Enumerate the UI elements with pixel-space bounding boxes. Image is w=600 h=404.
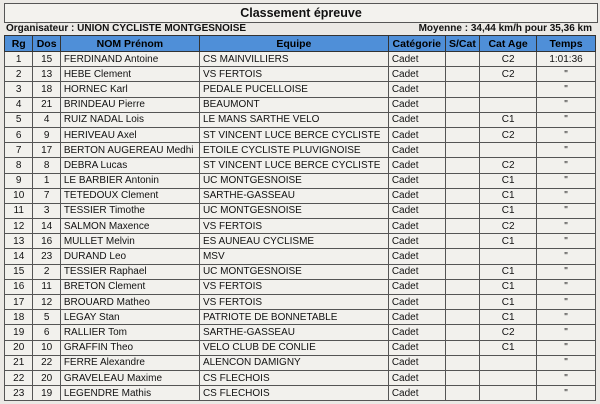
header-equipe: Equipe bbox=[199, 36, 388, 52]
cell-nom: BERTON AUGEREAU Medhi bbox=[60, 143, 199, 158]
cell-cat-age: C1 bbox=[480, 173, 537, 188]
cell-categorie: Cadet bbox=[388, 188, 445, 203]
cell-dos: 13 bbox=[33, 67, 60, 82]
cell-cat-age: C2 bbox=[480, 127, 537, 142]
cell-scat bbox=[445, 264, 480, 279]
cell-scat bbox=[445, 295, 480, 310]
cell-temps: " bbox=[537, 97, 596, 112]
cell-scat bbox=[445, 355, 480, 370]
cell-categorie: Cadet bbox=[388, 127, 445, 142]
cell-dos: 2 bbox=[33, 264, 60, 279]
table-row bbox=[5, 82, 596, 97]
cell-nom: HERIVEAU Axel bbox=[60, 127, 199, 142]
cell-dos: 11 bbox=[33, 279, 60, 294]
cell-categorie: Cadet bbox=[388, 67, 445, 82]
cell-dos: 23 bbox=[33, 249, 60, 264]
cell-scat bbox=[445, 370, 480, 385]
cell-categorie: Cadet bbox=[388, 234, 445, 249]
cell-nom: FERDINAND Antoine bbox=[60, 52, 199, 67]
table-row bbox=[5, 112, 596, 127]
header-temps: Temps bbox=[537, 36, 596, 52]
cell-cat-age: C1 bbox=[480, 234, 537, 249]
cell-scat bbox=[445, 52, 480, 67]
cell-dos: 1 bbox=[33, 173, 60, 188]
cell-categorie: Cadet bbox=[388, 173, 445, 188]
table-row bbox=[5, 97, 596, 112]
cell-rg: 1 bbox=[5, 52, 33, 67]
cell-scat bbox=[445, 325, 480, 340]
table-row bbox=[5, 67, 596, 82]
cell-categorie: Cadet bbox=[388, 295, 445, 310]
cell-scat bbox=[445, 158, 480, 173]
cell-cat-age bbox=[480, 386, 537, 401]
cell-scat bbox=[445, 234, 480, 249]
table-row bbox=[5, 295, 596, 310]
cell-nom: GRAVELEAU Maxime bbox=[60, 370, 199, 385]
cell-cat-age: C2 bbox=[480, 219, 537, 234]
table-row bbox=[5, 355, 596, 370]
cell-equipe: ST VINCENT LUCE BERCE CYCLISTE bbox=[199, 127, 388, 142]
cell-equipe: SARTHE-GASSEAU bbox=[199, 325, 388, 340]
cell-categorie: Cadet bbox=[388, 249, 445, 264]
header-rg: Rg bbox=[5, 36, 33, 52]
cell-rg: 3 bbox=[5, 82, 33, 97]
cell-temps: " bbox=[537, 249, 596, 264]
cell-dos: 19 bbox=[33, 386, 60, 401]
table-row bbox=[5, 370, 596, 385]
cell-dos: 15 bbox=[33, 52, 60, 67]
cell-nom: HORNEC Karl bbox=[60, 82, 199, 97]
cell-categorie: Cadet bbox=[388, 386, 445, 401]
cell-dos: 16 bbox=[33, 234, 60, 249]
cell-rg: 13 bbox=[5, 234, 33, 249]
cell-equipe: ES AUNEAU CYCLISME bbox=[199, 234, 388, 249]
cell-scat bbox=[445, 188, 480, 203]
header-nom: NOM Prénom bbox=[60, 36, 199, 52]
cell-cat-age: C2 bbox=[480, 158, 537, 173]
cell-rg: 12 bbox=[5, 219, 33, 234]
cell-equipe: ETOILE CYCLISTE PLUVIGNOISE bbox=[199, 143, 388, 158]
cell-dos: 9 bbox=[33, 127, 60, 142]
cell-cat-age bbox=[480, 82, 537, 97]
cell-dos: 7 bbox=[33, 188, 60, 203]
cell-nom: BRETON Clement bbox=[60, 279, 199, 294]
cell-temps: " bbox=[537, 188, 596, 203]
cell-cat-age: C1 bbox=[480, 279, 537, 294]
cell-cat-age bbox=[480, 355, 537, 370]
cell-scat bbox=[445, 127, 480, 142]
cell-nom: RALLIER Tom bbox=[60, 325, 199, 340]
table-row bbox=[5, 219, 596, 234]
cell-scat bbox=[445, 279, 480, 294]
cell-cat-age: C2 bbox=[480, 67, 537, 82]
cell-categorie: Cadet bbox=[388, 143, 445, 158]
cell-temps: " bbox=[537, 340, 596, 355]
cell-equipe: BEAUMONT bbox=[199, 97, 388, 112]
cell-nom: HEBE Clement bbox=[60, 67, 199, 82]
cell-scat bbox=[445, 310, 480, 325]
cell-rg: 19 bbox=[5, 325, 33, 340]
cell-equipe: PATRIOTE DE BONNETABLE bbox=[199, 310, 388, 325]
table-row bbox=[5, 386, 596, 401]
cell-temps: " bbox=[537, 279, 596, 294]
cell-rg: 16 bbox=[5, 279, 33, 294]
cell-categorie: Cadet bbox=[388, 279, 445, 294]
cell-nom: FERRE Alexandre bbox=[60, 355, 199, 370]
cell-temps: " bbox=[537, 219, 596, 234]
cell-equipe: CS FLECHOIS bbox=[199, 370, 388, 385]
header-dos: Dos bbox=[33, 36, 60, 52]
cell-equipe: CS FLECHOIS bbox=[199, 386, 388, 401]
cell-rg: 5 bbox=[5, 112, 33, 127]
cell-nom: DEBRA Lucas bbox=[60, 158, 199, 173]
cell-nom: GRAFFIN Theo bbox=[60, 340, 199, 355]
cell-categorie: Cadet bbox=[388, 310, 445, 325]
header-categorie: Catégorie bbox=[388, 36, 445, 52]
cell-temps: " bbox=[537, 370, 596, 385]
cell-equipe: LE MANS SARTHE VELO bbox=[199, 112, 388, 127]
cell-rg: 6 bbox=[5, 127, 33, 142]
cell-dos: 20 bbox=[33, 370, 60, 385]
cell-nom: RUIZ NADAL Lois bbox=[60, 112, 199, 127]
cell-categorie: Cadet bbox=[388, 52, 445, 67]
cell-temps: " bbox=[537, 264, 596, 279]
cell-nom: BROUARD Matheo bbox=[60, 295, 199, 310]
cell-equipe: VELO CLUB DE CONLIE bbox=[199, 340, 388, 355]
cell-scat bbox=[445, 143, 480, 158]
cell-categorie: Cadet bbox=[388, 82, 445, 97]
cell-cat-age: C1 bbox=[480, 264, 537, 279]
cell-temps: 1:01:36 bbox=[537, 52, 596, 67]
cell-nom: LE BARBIER Antonin bbox=[60, 173, 199, 188]
cell-nom: TETEDOUX Clement bbox=[60, 188, 199, 203]
cell-temps: " bbox=[537, 158, 596, 173]
cell-rg: 7 bbox=[5, 143, 33, 158]
cell-dos: 8 bbox=[33, 158, 60, 173]
cell-scat bbox=[445, 219, 480, 234]
cell-equipe: MSV bbox=[199, 249, 388, 264]
cell-dos: 10 bbox=[33, 340, 60, 355]
cell-cat-age: C1 bbox=[480, 295, 537, 310]
cell-cat-age bbox=[480, 249, 537, 264]
cell-cat-age: C1 bbox=[480, 310, 537, 325]
results-table bbox=[4, 35, 596, 401]
cell-equipe: VS FERTOIS bbox=[199, 67, 388, 82]
cell-scat bbox=[445, 203, 480, 218]
cell-categorie: Cadet bbox=[388, 203, 445, 218]
cell-temps: " bbox=[537, 203, 596, 218]
cell-cat-age bbox=[480, 97, 537, 112]
table-row bbox=[5, 325, 596, 340]
cell-dos: 14 bbox=[33, 219, 60, 234]
table-row bbox=[5, 279, 596, 294]
cell-equipe: VS FERTOIS bbox=[199, 219, 388, 234]
cell-rg: 22 bbox=[5, 370, 33, 385]
cell-categorie: Cadet bbox=[388, 264, 445, 279]
cell-categorie: Cadet bbox=[388, 340, 445, 355]
cell-cat-age bbox=[480, 370, 537, 385]
table-row bbox=[5, 203, 596, 218]
cell-rg: 10 bbox=[5, 188, 33, 203]
cell-nom: TESSIER Raphael bbox=[60, 264, 199, 279]
cell-rg: 11 bbox=[5, 203, 33, 218]
cell-nom: LEGENDRE Mathis bbox=[60, 386, 199, 401]
cell-nom: BRINDEAU Pierre bbox=[60, 97, 199, 112]
cell-nom: MULLET Melvin bbox=[60, 234, 199, 249]
cell-categorie: Cadet bbox=[388, 112, 445, 127]
cell-temps: " bbox=[537, 82, 596, 97]
table-header-row bbox=[5, 36, 596, 52]
header-scat: S/Cat bbox=[445, 36, 480, 52]
cell-temps: " bbox=[537, 67, 596, 82]
cell-categorie: Cadet bbox=[388, 219, 445, 234]
cell-dos: 4 bbox=[33, 112, 60, 127]
cell-rg: 17 bbox=[5, 295, 33, 310]
cell-equipe: UC MONTGESNOISE bbox=[199, 264, 388, 279]
cell-cat-age: C1 bbox=[480, 340, 537, 355]
cell-nom: LEGAY Stan bbox=[60, 310, 199, 325]
table-row bbox=[5, 340, 596, 355]
cell-dos: 12 bbox=[33, 295, 60, 310]
cell-equipe: ST VINCENT LUCE BERCE CYCLISTE bbox=[199, 158, 388, 173]
cell-cat-age: C2 bbox=[480, 325, 537, 340]
cell-rg: 8 bbox=[5, 158, 33, 173]
average-speed-label: Moyenne : 34,44 km/h pour 35,36 km bbox=[418, 23, 592, 34]
table-row bbox=[5, 52, 596, 67]
cell-equipe: PEDALE PUCELLOISE bbox=[199, 82, 388, 97]
cell-categorie: Cadet bbox=[388, 97, 445, 112]
cell-dos: 17 bbox=[33, 143, 60, 158]
cell-rg: 14 bbox=[5, 249, 33, 264]
cell-dos: 22 bbox=[33, 355, 60, 370]
cell-temps: " bbox=[537, 143, 596, 158]
cell-cat-age: C1 bbox=[480, 112, 537, 127]
header-cat-age: Cat Age bbox=[480, 36, 537, 52]
cell-temps: " bbox=[537, 386, 596, 401]
organizer-label: Organisateur : UNION CYCLISTE MONTGESNOISE bbox=[6, 23, 247, 34]
cell-rg: 15 bbox=[5, 264, 33, 279]
cell-cat-age: C1 bbox=[480, 203, 537, 218]
cell-nom: TESSIER Timothe bbox=[60, 203, 199, 218]
cell-cat-age: C2 bbox=[480, 52, 537, 67]
cell-scat bbox=[445, 173, 480, 188]
cell-rg: 18 bbox=[5, 310, 33, 325]
cell-temps: " bbox=[537, 173, 596, 188]
cell-equipe: UC MONTGESNOISE bbox=[199, 203, 388, 218]
cell-equipe: UC MONTGESNOISE bbox=[199, 173, 388, 188]
cell-rg: 21 bbox=[5, 355, 33, 370]
cell-categorie: Cadet bbox=[388, 370, 445, 385]
cell-rg: 9 bbox=[5, 173, 33, 188]
cell-equipe: VS FERTOIS bbox=[199, 279, 388, 294]
cell-temps: " bbox=[537, 234, 596, 249]
cell-categorie: Cadet bbox=[388, 355, 445, 370]
cell-temps: " bbox=[537, 127, 596, 142]
table-row bbox=[5, 249, 596, 264]
table-row bbox=[5, 310, 596, 325]
cell-rg: 2 bbox=[5, 67, 33, 82]
cell-scat bbox=[445, 340, 480, 355]
table-row bbox=[5, 127, 596, 142]
cell-nom: DURAND Leo bbox=[60, 249, 199, 264]
cell-dos: 21 bbox=[33, 97, 60, 112]
cell-dos: 6 bbox=[33, 325, 60, 340]
cell-scat bbox=[445, 386, 480, 401]
cell-scat bbox=[445, 82, 480, 97]
cell-temps: " bbox=[537, 325, 596, 340]
cell-equipe: VS FERTOIS bbox=[199, 295, 388, 310]
cell-temps: " bbox=[537, 112, 596, 127]
cell-dos: 5 bbox=[33, 310, 60, 325]
cell-cat-age bbox=[480, 143, 537, 158]
cell-nom: SALMON Maxence bbox=[60, 219, 199, 234]
cell-scat bbox=[445, 249, 480, 264]
table-row bbox=[5, 173, 596, 188]
cell-cat-age: C1 bbox=[480, 188, 537, 203]
table-row bbox=[5, 264, 596, 279]
cell-categorie: Cadet bbox=[388, 158, 445, 173]
cell-categorie: Cadet bbox=[388, 325, 445, 340]
cell-dos: 18 bbox=[33, 82, 60, 97]
cell-equipe: SARTHE-GASSEAU bbox=[199, 188, 388, 203]
table-row bbox=[5, 234, 596, 249]
cell-dos: 3 bbox=[33, 203, 60, 218]
cell-rg: 4 bbox=[5, 97, 33, 112]
cell-temps: " bbox=[537, 355, 596, 370]
cell-rg: 23 bbox=[5, 386, 33, 401]
table-row bbox=[5, 158, 596, 173]
cell-rg: 20 bbox=[5, 340, 33, 355]
cell-scat bbox=[445, 67, 480, 82]
table-row bbox=[5, 143, 596, 158]
table-row bbox=[5, 188, 596, 203]
cell-equipe: ALENCON DAMIGNY bbox=[199, 355, 388, 370]
cell-scat bbox=[445, 112, 480, 127]
cell-temps: " bbox=[537, 295, 596, 310]
cell-equipe: CS MAINVILLIERS bbox=[199, 52, 388, 67]
cell-scat bbox=[445, 97, 480, 112]
cell-temps: " bbox=[537, 310, 596, 325]
page-title: Classement épreuve bbox=[4, 3, 598, 23]
table-body bbox=[5, 52, 596, 401]
